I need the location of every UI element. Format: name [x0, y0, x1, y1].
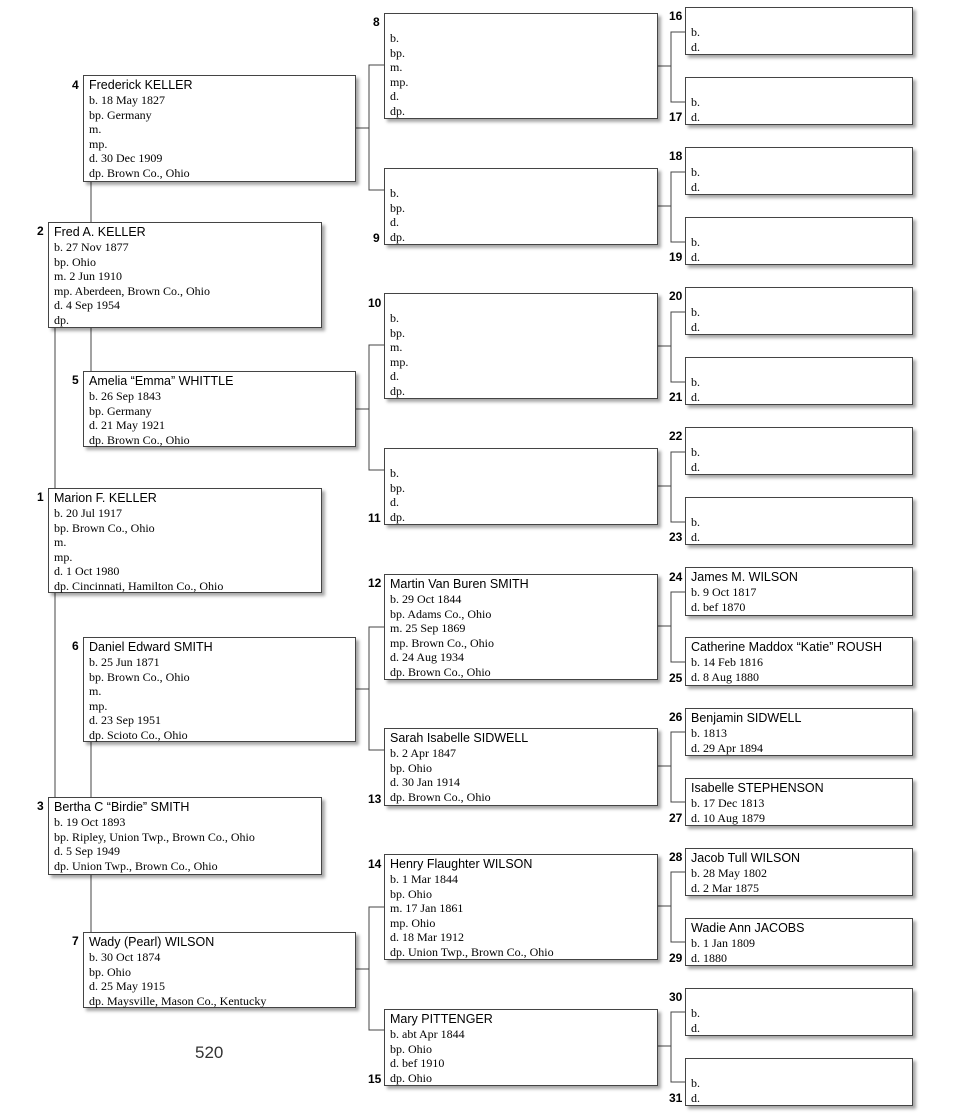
- death-date: d. 5 Sep 1949: [54, 844, 120, 858]
- person-box-4[interactable]: [83, 75, 356, 182]
- person-box-8[interactable]: [384, 13, 658, 119]
- birth-date: b.: [691, 515, 700, 529]
- death-date: d.: [691, 389, 700, 404]
- marriage-date: m.: [89, 684, 102, 698]
- birth-date: b. 9 Oct 1817: [691, 585, 757, 599]
- marriage-place: mp. Brown Co., Ohio: [390, 635, 495, 650]
- death-place: dp. Union Twp., Brown Co., Ohio: [390, 944, 554, 959]
- person-box-25[interactable]: [685, 637, 913, 686]
- death-date: d. bef 1910: [390, 1056, 445, 1070]
- person-box-31[interactable]: [685, 1058, 913, 1106]
- person-box-23[interactable]: [685, 497, 913, 545]
- person-name: Fred A. KELLER: [54, 225, 146, 239]
- death-place: dp. Cincinnati, Hamilton Co., Ohio: [54, 578, 224, 593]
- marriage-place: mp. Ohio: [390, 915, 436, 930]
- birth-date: b. 27 Nov 1877: [54, 240, 129, 254]
- death-date: d. 1 Oct 1980: [54, 564, 120, 578]
- death-date: d.: [390, 215, 399, 229]
- birth-date: b. 1 Mar 1844: [390, 872, 458, 886]
- birth-date: b. 28 May 1802: [691, 866, 767, 880]
- birth-date: b. 19 Oct 1893: [54, 815, 126, 829]
- person-number: 30: [669, 990, 683, 1004]
- death-date: d. 4 Sep 1954: [54, 298, 120, 312]
- death-date: d.: [691, 459, 700, 474]
- marriage-place: mp.: [89, 698, 108, 713]
- person-box-19[interactable]: [685, 217, 913, 265]
- person-box-13[interactable]: [384, 728, 658, 806]
- death-date: d.: [691, 39, 700, 54]
- birth-place: bp. Ohio: [54, 254, 96, 269]
- birth-date: b. 29 Oct 1844: [390, 592, 462, 606]
- person-number: 11: [368, 511, 381, 525]
- person-number: 26: [669, 710, 683, 724]
- person-number: 2: [37, 224, 44, 238]
- person-name: Bertha C “Birdie” SMITH: [54, 800, 190, 814]
- person-box-20[interactable]: [685, 287, 913, 335]
- birth-date: b.: [691, 375, 700, 389]
- person-number: 18: [669, 149, 683, 163]
- person-box-11[interactable]: [384, 448, 658, 525]
- person-number: 21: [669, 390, 683, 404]
- person-box-10[interactable]: [384, 293, 658, 399]
- marriage-place: mp.: [390, 74, 409, 89]
- death-date: d. 25 May 1915: [89, 979, 165, 993]
- marriage-place: mp.: [390, 354, 409, 369]
- person-number: 19: [669, 250, 683, 264]
- death-date: d. 30 Jan 1914: [390, 775, 460, 789]
- birth-place: bp. Germany: [89, 403, 152, 418]
- person-box-24[interactable]: [685, 567, 913, 616]
- birth-place: bp. Germany: [89, 107, 152, 122]
- person-name: Sarah Isabelle SIDWELL: [390, 731, 529, 745]
- death-place: dp. Maysville, Mason Co., Kentucky: [89, 993, 267, 1008]
- person-number: 28: [669, 850, 683, 864]
- person-number: 14: [368, 857, 382, 871]
- person-box-1[interactable]: [48, 488, 322, 593]
- birth-place: bp.: [390, 45, 405, 60]
- person-number: 5: [72, 373, 79, 387]
- death-place: dp. Brown Co., Ohio: [390, 789, 491, 804]
- death-place: dp.: [54, 312, 69, 327]
- person-box-17[interactable]: [685, 77, 913, 125]
- death-place: dp. Scioto Co., Ohio: [89, 727, 188, 742]
- death-date: d. 18 Mar 1912: [390, 930, 464, 944]
- birth-place: bp.: [390, 200, 405, 215]
- person-box-12[interactable]: [384, 574, 658, 680]
- person-number: 1: [37, 490, 44, 504]
- death-date: d.: [691, 179, 700, 194]
- birth-date: b. 25 Jun 1871: [89, 655, 160, 669]
- person-box-2[interactable]: [48, 222, 322, 328]
- person-name: Benjamin SIDWELL: [691, 711, 802, 725]
- person-name: Isabelle STEPHENSON: [691, 781, 824, 795]
- person-box-18[interactable]: [685, 147, 913, 195]
- death-place: dp. Brown Co., Ohio: [390, 664, 491, 679]
- person-number: 20: [669, 289, 683, 303]
- death-date: d. 29 Apr 1894: [691, 740, 763, 755]
- person-number: 23: [669, 530, 683, 544]
- person-number: 31: [669, 1091, 683, 1105]
- birth-date: b.: [691, 1076, 700, 1090]
- death-place: dp. Union Twp., Brown Co., Ohio: [54, 858, 218, 873]
- person-name: Mary PITTENGER: [390, 1012, 493, 1026]
- person-number: 24: [669, 570, 683, 584]
- marriage-date: m.: [89, 122, 102, 136]
- birth-date: b. 1813: [691, 726, 727, 740]
- person-box-6[interactable]: [83, 637, 356, 742]
- person-number: 25: [669, 671, 683, 685]
- person-number: 7: [72, 934, 79, 948]
- person-name: Catherine Maddox “Katie” ROUSH: [691, 640, 883, 654]
- birth-date: b.: [691, 235, 700, 249]
- birth-date: b.: [390, 311, 399, 325]
- death-date: d.: [390, 495, 399, 509]
- death-place: dp. Ohio: [390, 1070, 432, 1085]
- birth-date: b. 20 Jul 1917: [54, 506, 123, 520]
- person-name: Jacob Tull WILSON: [691, 851, 801, 865]
- person-box-9[interactable]: [384, 168, 658, 245]
- death-date: d.: [390, 369, 399, 383]
- person-number: 8: [373, 15, 380, 29]
- birth-place: bp. Ohio: [390, 1041, 432, 1056]
- person-name: Daniel Edward SMITH: [89, 640, 213, 654]
- marriage-date: m.: [54, 535, 67, 549]
- birth-date: b.: [691, 305, 700, 319]
- birth-place: bp. Brown Co., Ohio: [54, 520, 155, 535]
- person-box-27[interactable]: [685, 778, 913, 826]
- person-name: Martin Van Buren SMITH: [390, 577, 529, 591]
- person-number: 29: [669, 951, 683, 965]
- death-date: d.: [390, 89, 399, 103]
- death-date: d.: [691, 249, 700, 264]
- birth-date: b. 18 May 1827: [89, 93, 165, 107]
- person-name: James M. WILSON: [691, 570, 798, 584]
- person-box-21[interactable]: [685, 357, 913, 405]
- person-number: 4: [72, 78, 79, 92]
- person-number: 17: [669, 110, 683, 124]
- birth-place: bp.: [390, 325, 405, 340]
- death-date: d.: [691, 529, 700, 544]
- person-number: 12: [368, 576, 382, 590]
- death-date: d.: [691, 319, 700, 334]
- death-place: dp.: [390, 103, 405, 118]
- death-date: d. 30 Dec 1909: [89, 151, 163, 165]
- birth-date: b. 14 Feb 1816: [691, 655, 763, 669]
- birth-date: b.: [691, 25, 700, 39]
- person-number: 13: [368, 792, 382, 806]
- birth-date: b. 17 Dec 1813: [691, 796, 765, 810]
- death-date: d. 8 Aug 1880: [691, 669, 760, 684]
- birth-place: bp.: [390, 480, 405, 495]
- birth-date: b. 26 Sep 1843: [89, 389, 161, 403]
- person-number: 3: [37, 799, 44, 813]
- birth-place: bp. Adams Co., Ohio: [390, 606, 492, 621]
- person-number: 6: [72, 639, 79, 653]
- person-name: Wady (Pearl) WILSON: [89, 935, 215, 949]
- person-box-29[interactable]: [685, 918, 913, 966]
- person-box-26[interactable]: [685, 708, 913, 756]
- marriage-date: m. 25 Sep 1869: [390, 621, 466, 635]
- person-number: 10: [368, 296, 382, 310]
- person-box-22[interactable]: [685, 427, 913, 475]
- person-box-14[interactable]: [384, 854, 658, 960]
- birth-place: bp. Brown Co., Ohio: [89, 669, 190, 684]
- birth-date: b. abt Apr 1844: [390, 1027, 465, 1041]
- birth-date: b.: [691, 165, 700, 179]
- person-box-16[interactable]: [685, 7, 913, 55]
- death-date: d. 10 Aug 1879: [691, 810, 766, 825]
- person-name: Wadie Ann JACOBS: [691, 921, 805, 935]
- marriage-date: m.: [390, 340, 403, 354]
- death-date: d. 2 Mar 1875: [691, 880, 759, 895]
- person-box-28[interactable]: [685, 848, 913, 896]
- birth-date: b.: [390, 31, 399, 45]
- death-place: dp.: [390, 229, 405, 244]
- marriage-date: m. 17 Jan 1861: [390, 901, 464, 915]
- death-date: d. 24 Aug 1934: [390, 650, 465, 664]
- birth-place: bp. Ohio: [390, 760, 432, 775]
- person-box-7[interactable]: [83, 932, 356, 1008]
- death-date: d. 23 Sep 1951: [89, 713, 161, 727]
- page-number: 520: [195, 1043, 224, 1062]
- death-date: d.: [691, 109, 700, 124]
- person-name: Henry Flaughter WILSON: [390, 857, 533, 871]
- death-date: d. 1880: [691, 950, 727, 965]
- birth-place: bp. Ohio: [390, 886, 432, 901]
- person-number: 16: [669, 9, 683, 23]
- person-name: Marion F. KELLER: [54, 491, 157, 505]
- person-box-30[interactable]: [685, 988, 913, 1036]
- marriage-date: m. 2 Jun 1910: [54, 269, 123, 283]
- marriage-place: mp.: [89, 136, 108, 151]
- person-number: 9: [373, 231, 380, 245]
- death-place: dp. Brown Co., Ohio: [89, 432, 190, 447]
- death-date: d.: [691, 1090, 700, 1105]
- person-box-3[interactable]: [48, 797, 322, 875]
- birth-place: bp. Ripley, Union Twp., Brown Co., Ohio: [54, 829, 255, 844]
- marriage-date: m.: [390, 60, 403, 74]
- birth-date: b. 1 Jan 1809: [691, 936, 755, 950]
- person-name: Amelia “Emma” WHITTLE: [89, 374, 234, 388]
- birth-date: b. 30 Oct 1874: [89, 950, 161, 964]
- marriage-place: mp. Aberdeen, Brown Co., Ohio: [54, 283, 210, 298]
- birth-place: bp. Ohio: [89, 964, 131, 979]
- death-place: dp. Brown Co., Ohio: [89, 165, 190, 180]
- death-place: dp.: [390, 509, 405, 524]
- death-date: d.: [691, 1020, 700, 1035]
- birth-date: b.: [390, 466, 399, 480]
- death-date: d. 21 May 1921: [89, 418, 165, 432]
- birth-date: b.: [390, 186, 399, 200]
- person-box-5[interactable]: [83, 371, 356, 447]
- birth-date: b.: [691, 1006, 700, 1020]
- death-date: d. bef 1870: [691, 599, 746, 614]
- death-place: dp.: [390, 383, 405, 398]
- birth-date: b.: [691, 95, 700, 109]
- birth-date: b. 2 Apr 1847: [390, 746, 456, 760]
- person-box-15[interactable]: [384, 1009, 658, 1086]
- birth-date: b.: [691, 445, 700, 459]
- person-name: Frederick KELLER: [89, 78, 193, 92]
- marriage-place: mp.: [54, 549, 73, 564]
- person-number: 27: [669, 811, 683, 825]
- person-number: 15: [368, 1072, 382, 1086]
- person-number: 22: [669, 429, 683, 443]
